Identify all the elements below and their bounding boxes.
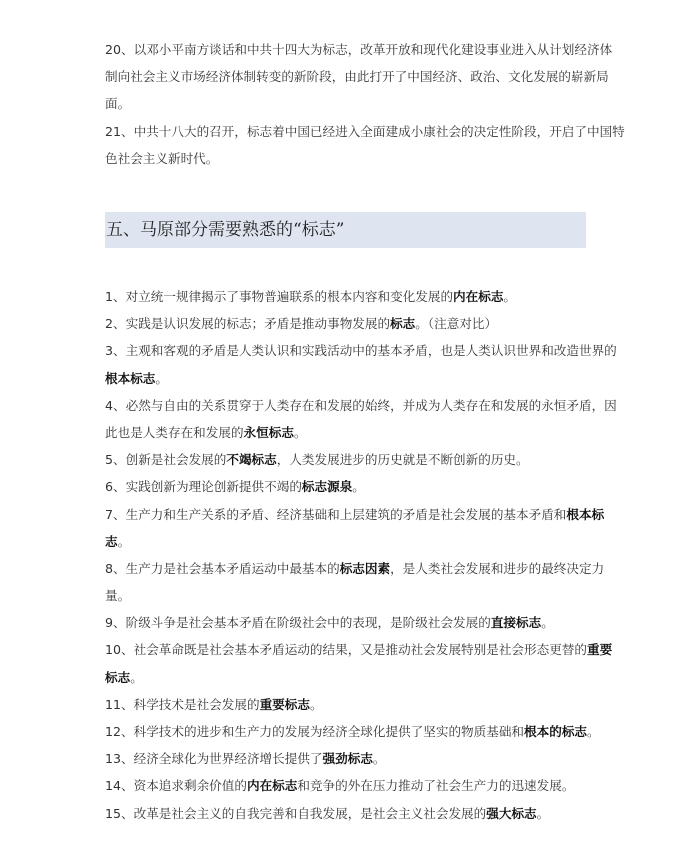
- text: 7、生产力和生产关系的矛盾、经济基础和上层建筑的矛盾是社会发展的基本矛盾和: [105, 506, 567, 522]
- text-line: [105, 718, 600, 745]
- text-line: [105, 772, 587, 799]
- text: 。: [541, 615, 554, 631]
- list-item: [105, 609, 587, 636]
- text: 8、生产力是社会基本矛盾运动中最基本的: [105, 560, 340, 576]
- text: 。: [372, 751, 386, 767]
- text: 。（注意对比）: [415, 316, 498, 332]
- text: 11、科学技术是社会发展的: [105, 696, 260, 712]
- section-heading: [105, 212, 586, 248]
- text: 。: [155, 370, 168, 386]
- list-item: [105, 501, 605, 555]
- text-line: [105, 392, 617, 419]
- text-line: [105, 446, 587, 473]
- text: 1、对立统一规律揭示了事物普遍联系的根本内容和变化发展的: [105, 289, 454, 304]
- text: 和竞争的外在压力推动了社会生产力的迅速发展。: [297, 778, 575, 794]
- bold-text: 内在标志: [453, 289, 504, 304]
- list-item: [105, 337, 617, 391]
- text: ，是人类社会发展和进步的最终决定力: [390, 560, 605, 576]
- bold-text: 志: [105, 533, 118, 549]
- text: 12、科学技术的进步和生产力的发展为经济全球化提供了坚实的物质基础和: [105, 724, 525, 739]
- text-line: [105, 636, 613, 663]
- text: 此也是人类存在和发展的: [105, 424, 244, 440]
- text: 量。: [105, 588, 131, 604]
- list-item: [105, 718, 600, 745]
- text: 10、社会革命既是社会基本矛盾运动的结果，又是推动社会发展特别是社会形态更替的: [105, 642, 587, 658]
- text-line: [105, 609, 587, 636]
- text-line: [105, 145, 587, 172]
- text: 。: [130, 669, 143, 685]
- text-line: [105, 745, 587, 772]
- text-line: [105, 501, 605, 528]
- list-item: [105, 745, 587, 772]
- text-line: [105, 555, 605, 582]
- text: 面。: [105, 96, 131, 112]
- text-line: [105, 337, 617, 364]
- text: 6、实践创新为理论创新提供不竭的: [105, 479, 302, 495]
- bold-text: 内在标志: [246, 778, 298, 794]
- bold-text: 永恒标志: [243, 424, 294, 440]
- text: 5、创新是社会发展的: [105, 452, 227, 468]
- list-item: [105, 691, 587, 718]
- text: 制向社会主义市场经济体制转变的新阶段，由此打开了中国经济、政治、文化发展的崭新局: [105, 69, 609, 85]
- text: 。: [503, 289, 517, 304]
- text: 。: [536, 805, 550, 821]
- list-item: [105, 636, 613, 690]
- section-heading-text: 五、马原部分需要熟悉的“标志”: [106, 220, 345, 240]
- text: 21、中共十八大的召开，标志着中国已经进入全面建成小康社会的决定性阶段，开启了中国特: [105, 123, 625, 139]
- bold-text: 重要: [587, 642, 613, 658]
- text: 。: [293, 424, 307, 440]
- previous-section-items: [105, 36, 625, 172]
- list-item: [105, 473, 587, 500]
- text-line: [105, 691, 587, 718]
- bold-text: 重要标志: [259, 696, 310, 712]
- text: 。: [117, 533, 131, 549]
- text: 20、以邓小平南方谈话和中共十四大为标志，改革开放和现代化建设事业进入从计划经济体: [105, 42, 613, 57]
- bold-text: 强大标志: [486, 805, 537, 821]
- text: 3、主观和客观的矛盾是人类认识和实践活动中的基本矛盾，也是人类认识世界和改造世界的: [105, 343, 617, 359]
- text: 14、资本追求剩余价值的: [105, 778, 247, 794]
- text: 。: [587, 724, 600, 739]
- bold-text: 标志: [105, 669, 131, 685]
- list-item: [105, 36, 613, 118]
- list-item: [105, 118, 625, 172]
- text: 9、阶级斗争是社会基本矛盾在阶级社会中的表现，是阶级社会发展的: [105, 615, 491, 631]
- list-item: [105, 310, 587, 337]
- text: 2、实践是认识发展的标志；矛盾是推动事物发展的: [105, 316, 391, 332]
- text-line: [105, 283, 587, 310]
- bold-text: 根本标志: [105, 370, 156, 386]
- text-line: [105, 528, 587, 555]
- text: 13、经济全球化为世界经济增长提供了: [105, 751, 323, 767]
- text-line: [105, 664, 587, 691]
- list-item: [105, 283, 587, 310]
- bold-text: 不竭标志: [226, 452, 277, 468]
- text: 。: [309, 696, 323, 712]
- text-line: [105, 310, 587, 337]
- list-item: [105, 772, 587, 799]
- text-line: [105, 473, 587, 500]
- bold-text: 根本的标志: [524, 724, 587, 739]
- text-line: [105, 419, 587, 446]
- list-item: [105, 555, 605, 609]
- text: 15、改革是社会主义的自我完善和自我发展，是社会主义社会发展的: [105, 805, 487, 821]
- bold-text: 强劲标志: [322, 751, 373, 767]
- text-line: [105, 365, 587, 392]
- text-line: [105, 118, 625, 145]
- bold-text: 标志: [390, 316, 416, 332]
- bold-text: 标志源泉: [301, 479, 353, 495]
- text-line: [105, 36, 613, 63]
- list-item: [105, 446, 587, 473]
- bold-text: 根本标: [566, 506, 605, 522]
- text: 。: [352, 479, 365, 495]
- text: 4、必然与自由的关系贯穿于人类存在和发展的始终，并成为人类存在和发展的永恒矛盾，因: [105, 397, 617, 413]
- list-item: [105, 392, 617, 446]
- bold-text: 直接标志: [490, 615, 542, 631]
- bold-text: 标志因素: [339, 560, 391, 576]
- text-line: [105, 90, 587, 117]
- text: 色社会主义新时代。: [105, 150, 219, 166]
- list-item: [105, 800, 587, 827]
- text: ，人类发展进步的历史就是不断创新的历史。: [276, 452, 529, 468]
- text-line: [105, 582, 587, 609]
- text-line: [105, 800, 587, 827]
- text-line: [105, 63, 609, 90]
- marks-list: [105, 283, 617, 827]
